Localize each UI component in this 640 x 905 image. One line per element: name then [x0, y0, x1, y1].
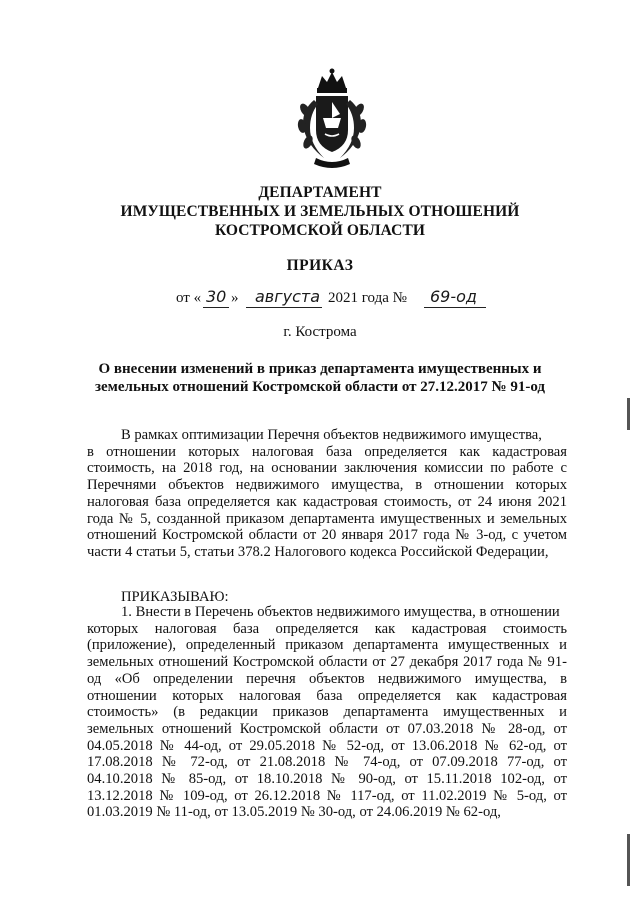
department-name-line-2: ИМУЩЕСТВЕННЫХ И ЗЕМЕЛЬНЫХ ОТНОШЕНИЙ: [120, 203, 520, 220]
subject-line-2: земельных отношений Костромской области от 27.12.2017 № 91-од: [94, 379, 546, 395]
clause-1-text: которых налоговая база определяется как кадастровая стоимость (приложение), определенный приказом департамента имущественных и земельных отношений Костромской области от 27 декабря 2017 года № 91-од «Об определении перечня объектов недвижимого имущества, в отношении которых налоговая база определяется как кадастровая стоимость» (в редакции приказов департамента имущественных и земельных отношений Костромской области от 07.03.2018 № 28-од, от 04.05.2018 № 44-од, от 29.05.2018 № 52-од, от 13.06.2018 № 62-од, от 17.08.2018 № 72-од, от 21.08.2018 № 74-од, от 07.09.2018 77-од, от 04.10.2018 № 85-од, от 18.10.2018 № 90-од, от 15.11.2018 102-од, от 13.12.2018 № 109-од, от 26.12.2018 № 117-од, от 11.02.2019 № 5-од, от 01.03.2019 № 11-од, от 13.05.2019 № 30-од, от 24.06.2019 № 62-од,: [87, 620, 567, 821]
date-number-line: [176, 287, 506, 313]
clause-1-paragraph: [87, 604, 567, 821]
document-title: ПРИКАЗ: [286, 257, 354, 274]
clause-1-line-1: 1. Внести в Перечень объектов недвижимого имущества, в отношении: [121, 604, 560, 620]
order-number: 69-од: [430, 287, 477, 306]
order-number-underline: [424, 307, 486, 308]
date-year: 2021 года №: [328, 290, 407, 306]
date-month-underline: [246, 307, 322, 308]
date-closing-quote: »: [231, 290, 239, 306]
kostroma-coat-of-arms-icon: [292, 66, 372, 172]
subject-line-1: О внесении изменений в приказ департамента имущественных и: [98, 361, 542, 377]
order-subject: [0, 360, 640, 396]
preamble-line-1: В рамках оптимизации Перечня объектов недвижимого имущества,: [121, 427, 542, 443]
city-name: г. Кострома: [283, 324, 357, 340]
date-day: 30: [206, 287, 227, 306]
scan-edge-mark: [627, 398, 630, 430]
scan-edge-mark: [627, 834, 630, 886]
date-month: августа: [255, 287, 321, 306]
department-name-line-3: КОСТРОМСКОЙ ОБЛАСТИ: [214, 222, 426, 239]
preamble-paragraph: [87, 427, 567, 561]
date-prefix: от «: [176, 290, 202, 306]
order-word: ПРИКАЗЫВАЮ:: [121, 589, 229, 605]
preamble-text: в отношении которых налоговая база определяется как кадастровая стоимость, на 2018 год, на основании заключения комиссии по работе с Перечнями объектов недвижимого имущества, в отношении которых налоговая база определяется как кадастровая стоимость, от 24 июня 2021 года № 5, созданной приказом департамента имущественных и земельных отношений Костромской области от 20 января 2017 года № 3-од, с учетом части 4 статьи 5, статьи 378.2 Налогового кодекса Российской Федерации,: [87, 443, 567, 560]
department-name-line-1: ДЕПАРТАМЕНТ: [258, 184, 382, 201]
date-day-underline: [203, 307, 229, 308]
